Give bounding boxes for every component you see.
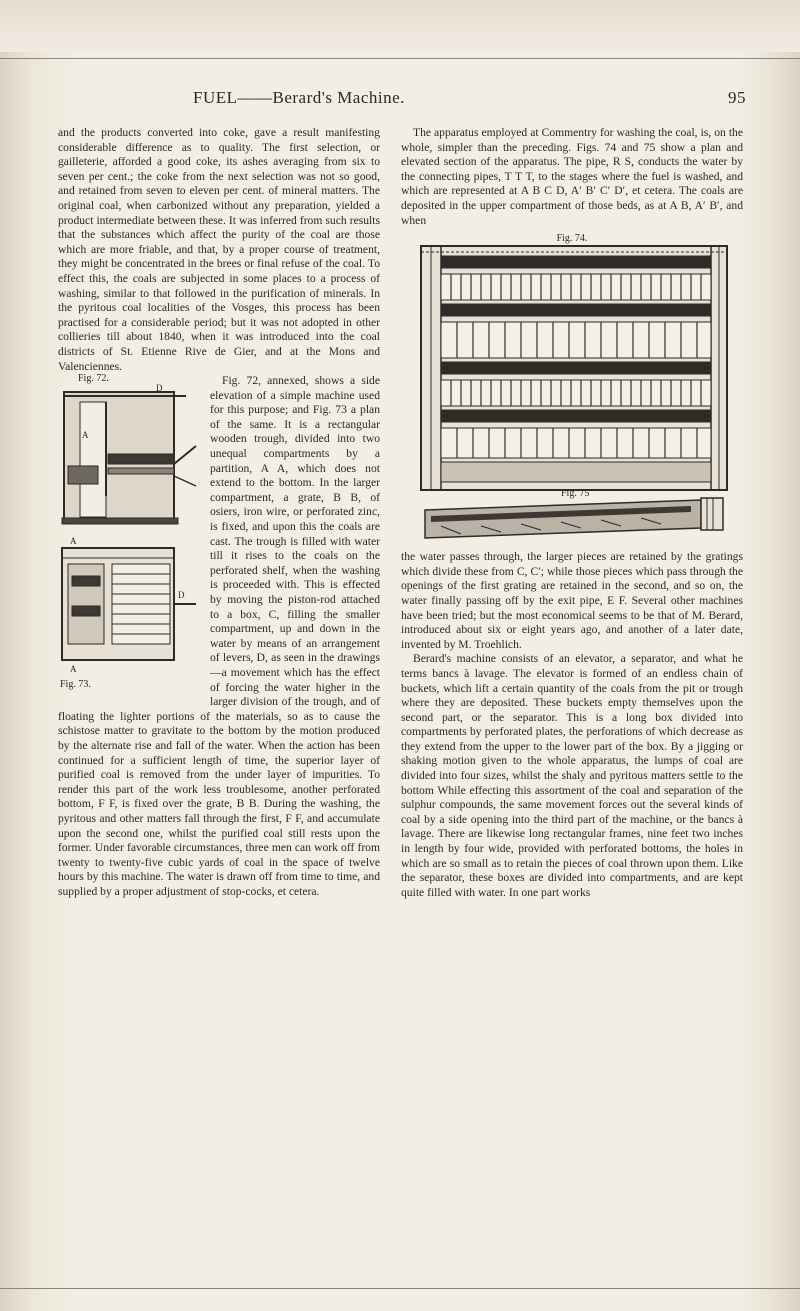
top-rule <box>0 58 800 59</box>
right-paragraph-2: the water passes through, the larger pieces are retained by the gratings which divide these from C, C′; while those pieces which pass through the openings of the first grating are retained in the second, and so on, the water finally passing off by the exit pipe, E F. Several other machines have been tried; but the most economical seems to be that of M. Berard, introduced about six or eight years ago, and another of a later date, invented by M. Troehlich. <box>401 550 743 651</box>
fig72-73-drawing <box>58 376 200 694</box>
fig73-letter-d: D <box>178 590 185 601</box>
fig74-label: Fig. 74. <box>556 233 588 245</box>
left-paragraph-2: Fig. 72, annexed, shows a side elevation of a simple machine used for this purpose; and Fig. 73 a plan of the same. It is a rectangular wooden trough, divided into two unequal compartments by a partition, A A, which does not extend to the bottom. In the larger compartment, a grate, B B, of osiers, iron wire, or perforated zinc, is fixed, and upon this the coals are cast. The trough is filled with water till it rises to the coals on the perforated shelf, when the washing is proceeded with. This is effected by moving the piston-rod attached to a box, C, filling the smaller compartment, up and down in the water by means of an arrangement of levers, D, as seen in the drawings—a movement which has the effect of forcing the water higher in the larger division of the trough, and of floating the lighter portions of the materials, so as to cause the schistose matter to gravitate to the bottom by the motion produced by the alternate rise and fall of the water. When the action has been continued for a sufficient length of time, the superior layer of purified coal is removed from the under layer of impurities. To render this part of the work less troublesome, another perforated bottom, F F, is fixed over the grate, B B. During the washing, the pyritous and other matters fall through the first, F F, and accumulate upon the second one, whilst the purified coal still rests upon the former. Under favorable circumstances, three men can work off from twenty to twenty-five cubic yards of coal in the space of twelve hours by this machine. The water is drawn off from time to time, and supplied by a proper adjustment of stop-cocks, et cetera. <box>58 374 380 898</box>
fig72-letter-d: D <box>156 383 163 394</box>
fig73-label: Fig. 73. <box>60 679 91 691</box>
page-number: 95 <box>728 88 746 107</box>
figure-74-75 <box>401 232 743 544</box>
running-title: FUEL——Berard's Machine. <box>193 88 405 107</box>
fig74-75-drawing <box>401 244 743 544</box>
fig73-plan <box>62 548 196 660</box>
fig72-label: Fig. 72. <box>78 373 109 385</box>
fig72-letter-a: A <box>82 430 89 441</box>
running-header <box>58 88 758 112</box>
bottom-rule <box>0 1288 800 1289</box>
fig75-section <box>425 498 723 538</box>
fig73-letter-a-top: A <box>70 536 77 547</box>
left-paragraph-1: and the products converted into coke, gave a result manifesting considerable difference as to quality. The first selection, or gailleterie, afforded a good coke, its ashes averaging from six to seven per cent.; the coke from the next selection was not so good, and retained from seven to eleven per cent. of mineral matters. The original coal, when carbonized without any preparation, yielded a product intermediate between these. It was inferred from such results that the substances which affect the purity of the coal are those which are more friable, and that, by a proper course of treatment, they might be concentrated in the brees or final refuse of the coal. To effect this, the coals are subjected in some places to a process of washing, similar to that followed in the purification of minerals. In the pyritous coal localities of the Vosges, this process has been practised for a considerable period; but it was not adopted in other collieries till about 1840, when it was introduced into the coal districts of St. Etienne Rive de Gier, and at the Mons and Valenciennes. <box>58 126 380 373</box>
fig73-letter-a-bottom: A <box>70 664 77 675</box>
top-margin <box>0 0 800 52</box>
right-column <box>401 126 743 900</box>
fig72-elevation <box>62 392 196 524</box>
fig75-label: Fig. 75 <box>561 488 590 500</box>
right-paragraph-3: Berard's machine consists of an elevator, a separator, and what he terms bancs à lavage. The elevator is formed of an endless chain of buckets, which lift a certain quantity of the coals from the pit or trough where they are deposited. These buckets empty themselves upon the second part, or the separator. This is a long box divided into compartments by perforated plates, the perforations of which decrease as they extend from the upper to the lower part of the box. By a jigging or shaking motion given to the whole apparatus, the lumps of coal are divided into four sizes, whilst the shaly and pyritous matters settle to the bottom While effecting this assortment of the coal and separation of the sulphur compounds, the same movement forces out the several kinds of coal by a side opening into the third part of the machine, or the bancs à lavage. There are likewise long rectangular frames, nine feet two inches in length by four wide, provided with perforated bottoms, the holes in which are so small as to retain the pieces of coal thrown upon them. Like the separator, these boxes are divided into compartments, and are kept quite filled with water. In one part works <box>401 652 743 899</box>
left-column <box>58 126 380 899</box>
right-paragraph-1: The apparatus employed at Commentry for washing the coal, is, on the whole, simpler than the preceding. Figs. 74 and 75 show a plan and elevated section of the apparatus. The pipe, R S, conducts the water by the connecting pipes, T T T, to the stages where the fuel is washed, and which are represented at A B C D, A′ B′ C′ D′, et cetera. The coals are deposited in the upper compartment of those beds, as at A B, A′ B′, and when <box>401 126 743 227</box>
figure-72-73 <box>58 373 200 694</box>
